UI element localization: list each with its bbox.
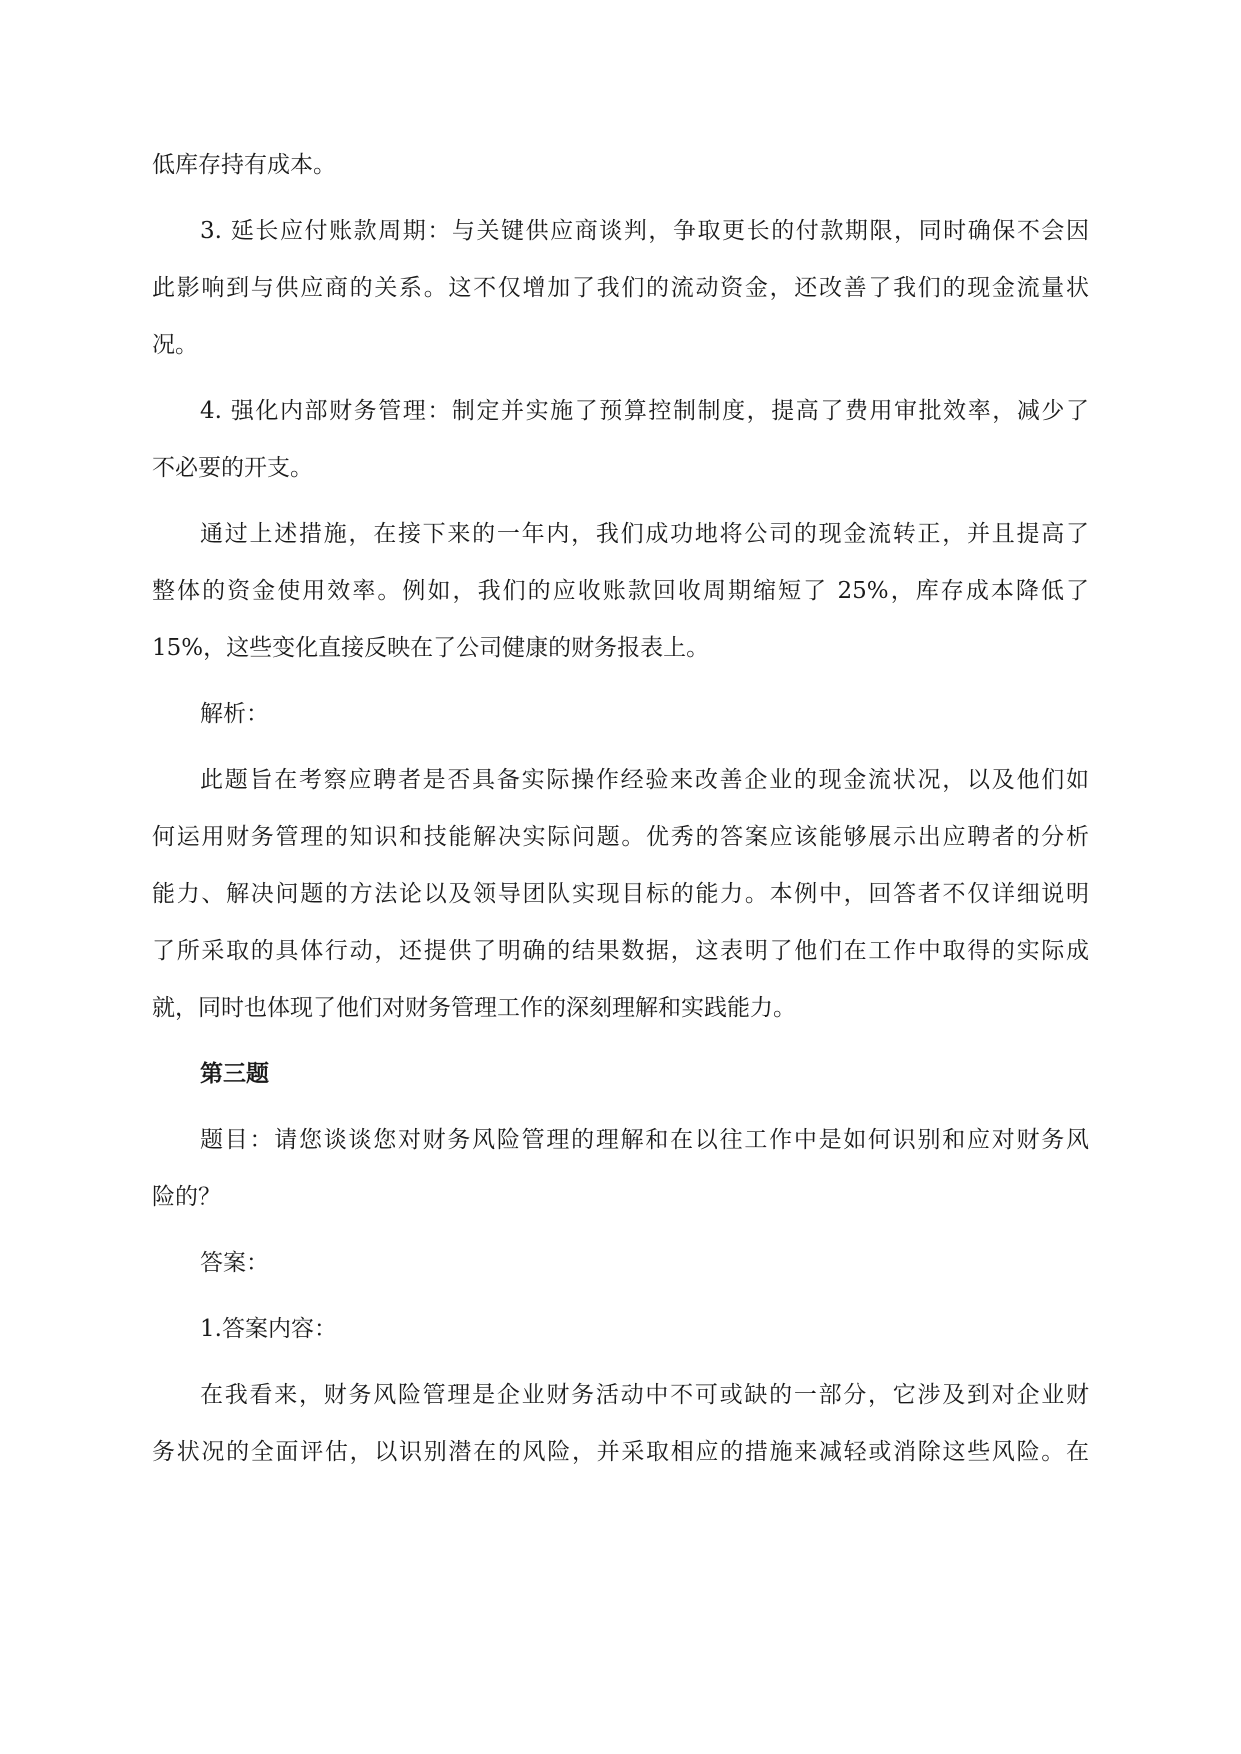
paragraph-line: 就，同时也体现了他们对财务管理工作的深刻理解和实践能力。 — [152, 995, 796, 1021]
paragraph-line: 况。 — [152, 332, 198, 358]
paragraph-line: 低库存持有成本。 — [152, 152, 336, 178]
list-item-line: 3. 延长应付账款周期：与关键供应商谈判，争取更长的付款期限，同时确保不会因 — [200, 218, 1089, 244]
paragraph-line: 通过上述措施，在接下来的一年内，我们成功地将公司的现金流转正，并且提高了 — [200, 521, 1089, 547]
question-line: 险的？ — [152, 1184, 221, 1210]
answer-label: 答案： — [200, 1250, 269, 1276]
paragraph-line: 何运用财务管理的知识和技能解决实际问题。优秀的答案应该能够展示出应聘者的分析 — [152, 824, 1089, 850]
answer-subheading: 1.答案内容： — [200, 1316, 337, 1342]
paragraph-line: 在我看来，财务风险管理是企业财务活动中不可或缺的一部分，它涉及到对企业财 — [200, 1382, 1089, 1408]
paragraph-line: 了所采取的具体行动，还提供了明确的结果数据，这表明了他们在工作中取得的实际成 — [152, 938, 1089, 964]
paragraph-line: 能力、解决问题的方法论以及领导团队实现目标的能力。本例中，回答者不仅详细说明 — [152, 881, 1089, 907]
paragraph-line: 15%，这些变化直接反映在了公司健康的财务报表上。 — [152, 635, 710, 661]
paragraph-line: 此影响到与供应商的关系。这不仅增加了我们的流动资金，还改善了我们的现金流量状 — [152, 275, 1089, 301]
section-heading: 第三题 — [200, 1061, 269, 1087]
analysis-label: 解析： — [200, 701, 269, 727]
paragraph-line: 此题旨在考察应聘者是否具备实际操作经验来改善企业的现金流状况，以及他们如 — [200, 767, 1089, 793]
question-line: 题目：请您谈谈您对财务风险管理的理解和在以往工作中是如何识别和应对财务风 — [200, 1127, 1089, 1153]
paragraph-line: 务状况的全面评估，以识别潜在的风险，并采取相应的措施来减轻或消除这些风险。在 — [152, 1439, 1089, 1465]
paragraph-line: 不必要的开支。 — [152, 455, 313, 481]
paragraph-line: 整体的资金使用效率。例如，我们的应收账款回收周期缩短了 25%，库存成本降低了 — [152, 578, 1089, 604]
list-item-line: 4. 强化内部财务管理：制定并实施了预算控制制度，提高了费用审批效率，减少了 — [200, 398, 1089, 424]
